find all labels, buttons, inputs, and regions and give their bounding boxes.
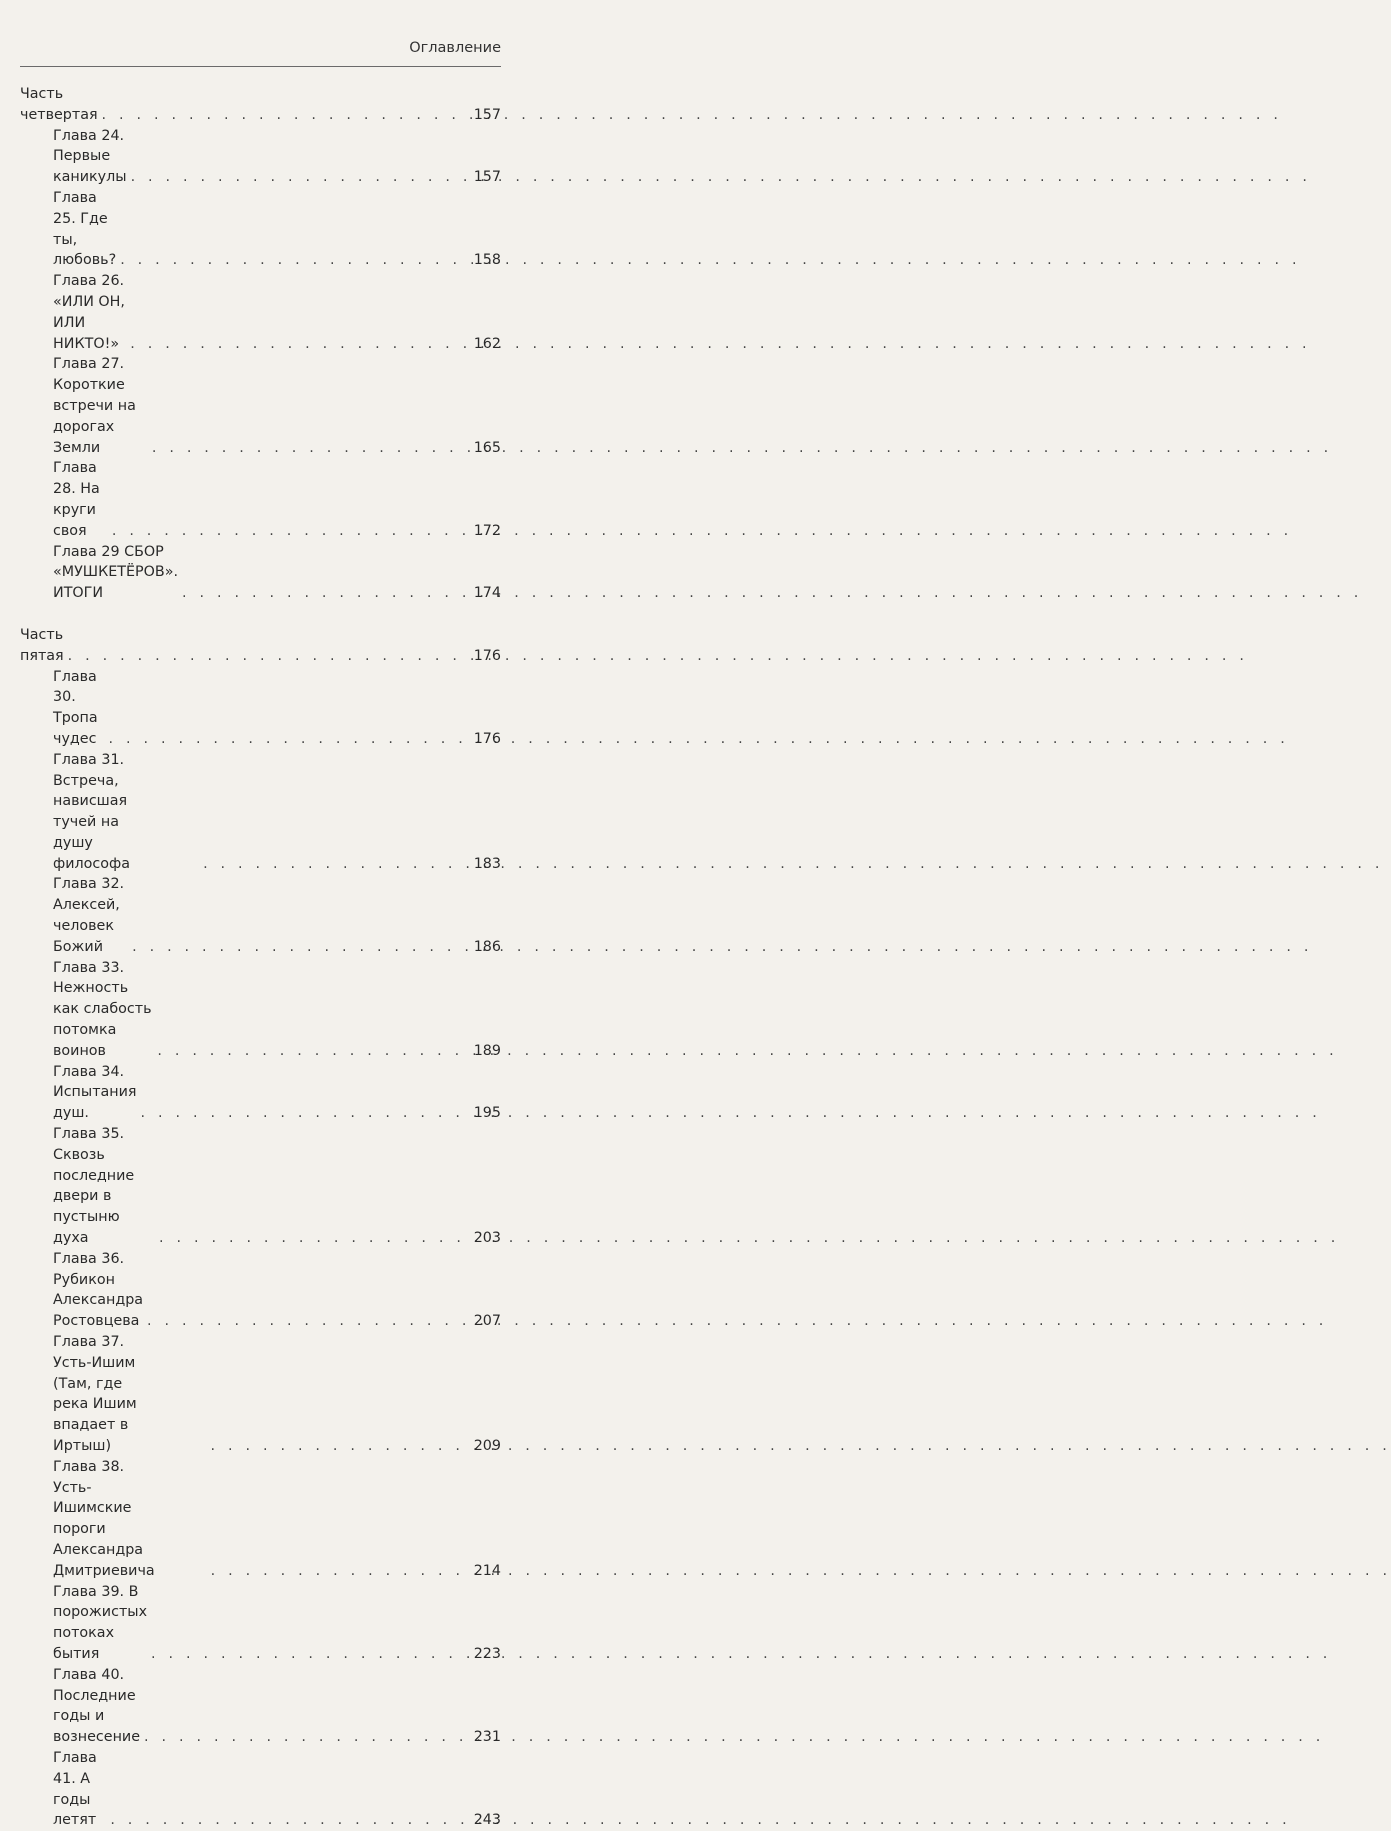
chapter-title: Глава 32. Алексей, человек Божий bbox=[53, 876, 125, 955]
table-of-contents bbox=[20, 84, 501, 1831]
page-number: 157 bbox=[473, 106, 501, 123]
leader-dots bbox=[102, 105, 470, 126]
leader-dots bbox=[112, 521, 470, 542]
running-header: Оглавление bbox=[409, 40, 501, 56]
leader-dots bbox=[182, 583, 470, 604]
toc-chapter-28[interactable] bbox=[20, 458, 501, 541]
leader-dots bbox=[132, 937, 470, 958]
page-number: 174 bbox=[473, 585, 501, 602]
leader-dots bbox=[159, 1228, 470, 1249]
page-number: 214 bbox=[473, 1562, 501, 1579]
chapter-title: Глава 37. Усть-Ишим (Там, где река Ишим впадает в Иртыш) bbox=[53, 1334, 137, 1454]
chapter-title: Глава 25. Где ты, любовь? bbox=[53, 189, 117, 269]
leader-dots bbox=[151, 1644, 470, 1665]
page-number: 157 bbox=[473, 169, 501, 186]
part-title: Часть четвертая bbox=[20, 86, 98, 123]
part-title: Часть пятая bbox=[20, 626, 64, 664]
page-number: 189 bbox=[473, 1042, 501, 1059]
toc-chapter-38[interactable] bbox=[20, 1457, 501, 1582]
chapter-title: Глава 27. Короткие встречи на дорогах Земли bbox=[53, 356, 136, 456]
chapter-title: Глава 28. На круги своя bbox=[53, 460, 100, 539]
toc-chapter-33[interactable] bbox=[20, 958, 501, 1062]
toc-chapter-41[interactable] bbox=[20, 1748, 501, 1831]
page-number: 243 bbox=[473, 1812, 501, 1829]
leader-dots bbox=[130, 334, 469, 355]
book-page bbox=[0, 0, 521, 1829]
section-gap bbox=[20, 604, 501, 625]
chapter-title: Глава 35. Сквозь последние двери в пустыню духа bbox=[53, 1126, 135, 1247]
chapter-title: Глава 30. Тропа чудес bbox=[53, 668, 98, 747]
chapter-title: Глава 41. А годы летят bbox=[53, 1749, 97, 1829]
leader-dots bbox=[147, 1311, 470, 1332]
leader-dots bbox=[203, 854, 470, 875]
chapter-title: Глава 26. «ИЛИ ОН, ИЛИ НИКТО!» bbox=[53, 273, 125, 352]
chapter-title: Глава 34. Испытания душ. bbox=[53, 1063, 137, 1122]
page-number: 207 bbox=[473, 1313, 501, 1330]
leader-dots bbox=[120, 250, 470, 271]
leader-dots bbox=[152, 438, 470, 459]
page-number: 162 bbox=[473, 335, 501, 352]
chapter-title: Глава 39. В порожистых потоках бытия bbox=[53, 1583, 148, 1662]
toc-chapter-25[interactable] bbox=[20, 188, 501, 271]
toc-part-4[interactable] bbox=[20, 84, 501, 126]
page-number: 158 bbox=[473, 252, 501, 269]
page-number: 176 bbox=[473, 647, 501, 664]
toc-chapter-32[interactable] bbox=[20, 874, 501, 957]
toc-chapter-40[interactable] bbox=[20, 1665, 501, 1748]
toc-chapter-35[interactable] bbox=[20, 1124, 501, 1249]
toc-chapter-37[interactable] bbox=[20, 1332, 501, 1457]
header-rule bbox=[20, 66, 501, 67]
toc-chapter-29[interactable] bbox=[20, 542, 501, 604]
leader-dots bbox=[68, 646, 470, 667]
toc-chapter-24[interactable] bbox=[20, 126, 501, 188]
page-number: 209 bbox=[473, 1438, 501, 1454]
toc-chapter-30[interactable] bbox=[20, 667, 501, 750]
toc-chapter-26[interactable] bbox=[20, 271, 501, 354]
page-number: 203 bbox=[473, 1230, 501, 1247]
leader-dots bbox=[157, 1041, 469, 1062]
leader-dots bbox=[110, 1810, 469, 1831]
toc-chapter-36[interactable] bbox=[20, 1249, 501, 1332]
toc-part-5[interactable] bbox=[20, 625, 501, 667]
page-number: 165 bbox=[473, 439, 501, 456]
chapter-title: Глава 24. Первые каникулы bbox=[53, 127, 127, 186]
leader-dots bbox=[141, 1103, 470, 1124]
leader-dots bbox=[109, 729, 470, 750]
toc-chapter-39[interactable] bbox=[20, 1582, 501, 1665]
toc-chapter-31[interactable] bbox=[20, 750, 501, 875]
leader-dots bbox=[211, 1561, 470, 1582]
page-number: 186 bbox=[473, 938, 501, 955]
chapter-title: Глава 40. Последние годы и вознесение bbox=[53, 1666, 141, 1746]
page-number: 183 bbox=[473, 855, 501, 872]
toc-chapter-34[interactable] bbox=[20, 1062, 501, 1124]
page-number: 172 bbox=[473, 522, 501, 539]
chapter-title: Глава 33. Нежность как слабость потомка воинов bbox=[53, 959, 152, 1059]
chapter-title: Глава 29 СБОР «МУШКЕТЁРОВ». ИТОГИ bbox=[53, 543, 179, 602]
leader-dots bbox=[144, 1727, 470, 1748]
chapter-title: Глава 31. Встреча, нависшая тучей на душу философа bbox=[53, 751, 130, 872]
page-number: 231 bbox=[473, 1729, 501, 1746]
chapter-title: Глава 38. Усть-Ишимские пороги Александра Дмитриевича bbox=[53, 1458, 155, 1579]
leader-dots bbox=[211, 1436, 470, 1457]
page-number: 223 bbox=[473, 1645, 501, 1662]
toc-chapter-27[interactable] bbox=[20, 354, 501, 458]
leader-dots bbox=[131, 167, 470, 188]
page-number: 176 bbox=[473, 730, 501, 747]
page-number: 195 bbox=[473, 1105, 501, 1122]
chapter-title: Глава 36. Рубикон Александра Ростовцева bbox=[53, 1250, 144, 1330]
